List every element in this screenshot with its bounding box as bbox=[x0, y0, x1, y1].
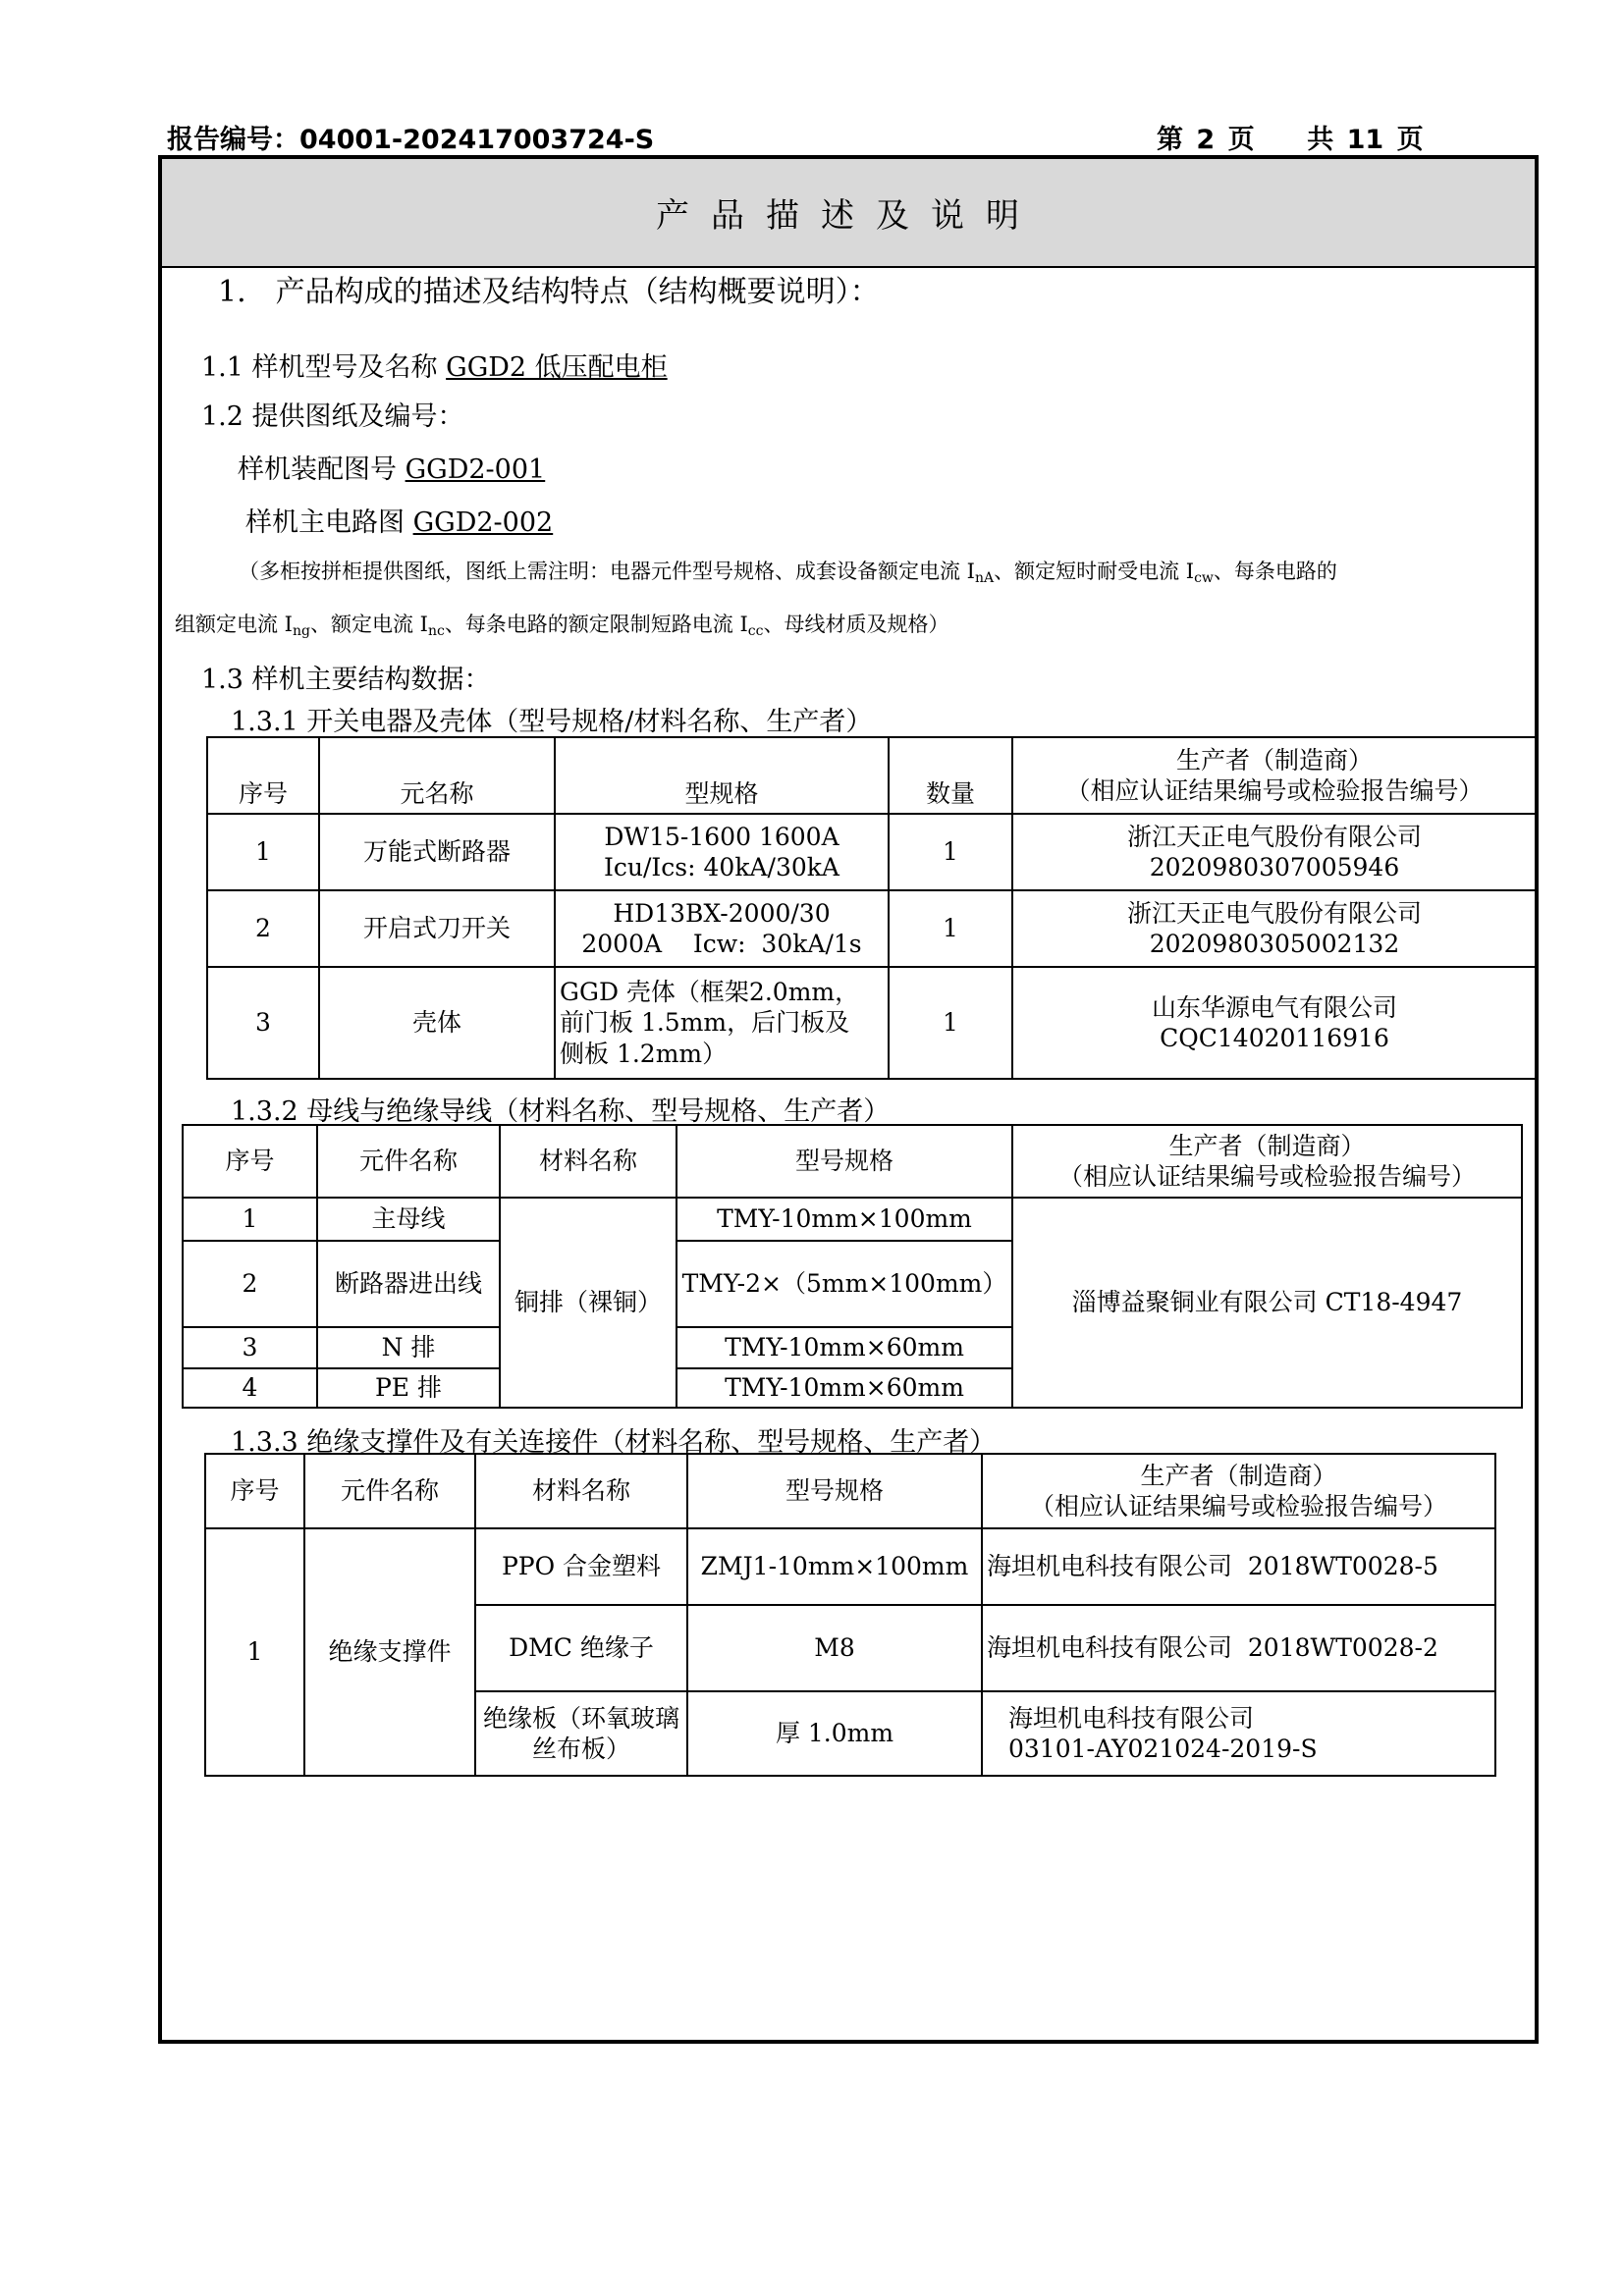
spec-line: GGD 壳体（框架2.0mm， bbox=[560, 978, 860, 1007]
drawings-heading: 1.2 提供图纸及编号： bbox=[201, 401, 464, 432]
header-no: 序号 bbox=[183, 1125, 317, 1198]
busbar-table bbox=[182, 1124, 1523, 1409]
cell-spec: M8 bbox=[687, 1605, 982, 1691]
switchgear-table bbox=[206, 736, 1538, 1080]
insulation-table bbox=[204, 1453, 1496, 1777]
page-total: 共 11 页 bbox=[1307, 125, 1424, 155]
section-title: 产品描述及说明 bbox=[162, 159, 1535, 268]
cell-material bbox=[475, 1691, 687, 1776]
spec-line: DW15-1600 1600A bbox=[604, 822, 839, 851]
cell-qty: 1 bbox=[889, 890, 1012, 967]
cell-name: 主母线 bbox=[317, 1198, 500, 1241]
header-name: 元件名称 bbox=[317, 1125, 500, 1198]
material-line: 丝布板） bbox=[531, 1735, 630, 1763]
spec-line: 侧板 1.2mm） bbox=[560, 1039, 728, 1068]
circuit-drawing-line bbox=[245, 501, 553, 539]
note-subscript: cc bbox=[747, 623, 764, 639]
spec-line: 2000A Icw: 30kA/1s bbox=[581, 930, 862, 958]
note-subscript: nA bbox=[974, 570, 995, 586]
page-number: 第 2 页 bbox=[1157, 125, 1255, 155]
cell-spec: ZMJ1-10mm×100mm bbox=[687, 1528, 982, 1605]
note-text: 、额定短时耐受电流 I bbox=[994, 560, 1195, 583]
cell-name: N 排 bbox=[317, 1327, 500, 1368]
cell-no: 3 bbox=[183, 1327, 317, 1368]
table-row bbox=[183, 1198, 1522, 1241]
table-row bbox=[207, 890, 1537, 967]
cell-no: 1 bbox=[207, 814, 319, 890]
cell-maker: 淄博益聚铜业有限公司 CT18-4947 bbox=[1012, 1198, 1522, 1408]
cell-qty: 1 bbox=[889, 967, 1012, 1079]
cell-name: 开启式刀开关 bbox=[319, 890, 555, 967]
maker-line: 山东华源电气有限公司 bbox=[1151, 992, 1397, 1022]
cell-name: 万能式断路器 bbox=[319, 814, 555, 890]
circuit-drawing-label: 样机主电路图 bbox=[245, 507, 405, 538]
section-1-heading: 1. 产品构成的描述及结构特点（结构概要说明）： bbox=[218, 275, 880, 309]
note-subscript: ng bbox=[292, 623, 310, 639]
spec-line: Icu/Ics: 40kA/30kA bbox=[604, 853, 839, 881]
cell-maker bbox=[1012, 967, 1537, 1079]
maker-line: 浙江天正电气股份有限公司 bbox=[1126, 898, 1422, 928]
table-row bbox=[207, 967, 1537, 1079]
header-name: 元件名称 bbox=[304, 1454, 475, 1528]
header-maker-line2: （相应认证结果编号或检验报告编号） bbox=[1029, 1492, 1447, 1521]
maker-line: 2020980307005946 bbox=[1149, 853, 1400, 881]
header-no: 序号 bbox=[207, 737, 319, 814]
header-maker bbox=[1012, 737, 1537, 814]
switch-gear-heading: 1.3.1 开关电器及壳体（型号规格/材料名称、生产者） bbox=[231, 707, 873, 737]
cell-spec: TMY-10mm×100mm bbox=[677, 1198, 1012, 1241]
table-header-row bbox=[205, 1454, 1495, 1528]
cell-no: 1 bbox=[183, 1198, 317, 1241]
cell-spec: 厚 1.0mm bbox=[687, 1691, 982, 1776]
cell-no: 3 bbox=[207, 967, 319, 1079]
cell-spec bbox=[555, 814, 889, 890]
cell-maker: 海坦机电科技有限公司 2018WT0028-2 bbox=[982, 1605, 1495, 1691]
cell-name: PE 排 bbox=[317, 1368, 500, 1408]
table-row bbox=[205, 1528, 1495, 1605]
assembly-drawing-line bbox=[238, 448, 545, 486]
page-indicator bbox=[1157, 118, 1424, 156]
header-maker-line1: 生产者（制造商） bbox=[1175, 745, 1373, 774]
cell-spec: TMY-10mm×60mm bbox=[677, 1327, 1012, 1368]
note-text: 、每条电路的 bbox=[1213, 560, 1337, 583]
header-qty: 数量 bbox=[889, 737, 1012, 814]
busbar-heading: 1.3.2 母线与绝缘导线（材料名称、型号规格、生产者） bbox=[231, 1096, 891, 1127]
table-row bbox=[207, 814, 1537, 890]
note-text: 组额定电流 I bbox=[175, 613, 293, 636]
material-line: 绝缘板（环氧玻璃 bbox=[482, 1703, 679, 1733]
sample-model-value: GGD2 低压配电柜 bbox=[446, 352, 668, 383]
cell-spec bbox=[555, 890, 889, 967]
cell-qty: 1 bbox=[889, 814, 1012, 890]
cell-no: 2 bbox=[183, 1241, 317, 1327]
header-maker bbox=[1012, 1125, 1522, 1198]
note-text: 、母线材质及规格） bbox=[763, 613, 949, 636]
cell-material: PPO 合金塑料 bbox=[475, 1528, 687, 1605]
cell-material: 铜排（裸铜） bbox=[500, 1198, 677, 1408]
maker-line: 海坦机电科技有限公司 bbox=[1008, 1703, 1255, 1733]
insulation-heading: 1.3.3 绝缘支撑件及有关连接件（材料名称、型号规格、生产者） bbox=[231, 1427, 997, 1458]
note-text: （多柜按拼柜提供图纸，图纸上需注明：电器元件型号规格、成套设备额定电流 I bbox=[239, 560, 975, 583]
cell-spec bbox=[555, 967, 889, 1079]
header-maker-line2: （相应认证结果编号或检验报告编号） bbox=[1065, 776, 1484, 805]
cell-maker bbox=[1012, 890, 1537, 967]
structure-data-heading: 1.3 样机主要结构数据： bbox=[201, 665, 491, 695]
header-maker-line1: 生产者（制造商） bbox=[1168, 1131, 1366, 1160]
header-maker-line1: 生产者（制造商） bbox=[1140, 1461, 1337, 1490]
cell-no: 4 bbox=[183, 1368, 317, 1408]
header-no: 序号 bbox=[205, 1454, 304, 1528]
cell-maker bbox=[982, 1691, 1495, 1776]
sample-model-label: 1.1 样机型号及名称 bbox=[201, 352, 438, 383]
note-subscript: nc bbox=[427, 623, 445, 639]
cell-name: 壳体 bbox=[319, 967, 555, 1079]
header-material: 材料名称 bbox=[500, 1125, 677, 1198]
header-material: 材料名称 bbox=[475, 1454, 687, 1528]
spec-line: 前门板 1.5mm，后门板及 bbox=[560, 1008, 850, 1038]
maker-line: 浙江天正电气股份有限公司 bbox=[1126, 822, 1422, 851]
cell-name: 绝缘支撑件 bbox=[304, 1528, 475, 1776]
header-spec: 型号规格 bbox=[687, 1454, 982, 1528]
header-spec: 型号规格 bbox=[677, 1125, 1012, 1198]
spec-line: HD13BX-2000/30 bbox=[613, 898, 831, 928]
cell-no: 1 bbox=[205, 1528, 304, 1776]
cell-maker: 海坦机电科技有限公司 2018WT0028-5 bbox=[982, 1528, 1495, 1605]
header-maker bbox=[982, 1454, 1495, 1528]
maker-line: 03101-AY021024-2019-S bbox=[1008, 1735, 1318, 1763]
drawing-note-line-1 bbox=[239, 556, 1337, 586]
cell-no: 2 bbox=[207, 890, 319, 967]
table-header-row bbox=[207, 737, 1537, 814]
note-text: 、额定电流 I bbox=[309, 613, 428, 636]
header-spec: 型规格 bbox=[555, 737, 889, 814]
circuit-drawing-value: GGD2-002 bbox=[412, 507, 554, 538]
note-subscript: cw bbox=[1194, 570, 1214, 586]
assembly-drawing-label: 样机装配图号 bbox=[238, 454, 397, 485]
cell-name: 断路器进出线 bbox=[317, 1241, 500, 1327]
note-text: 、每条电路的额定限制短路电流 I bbox=[444, 613, 748, 636]
maker-line: CQC14020116916 bbox=[1160, 1024, 1389, 1052]
report-number: 报告编号：04001-202417003724-S bbox=[167, 125, 655, 155]
cell-spec: TMY-2×（5mm×100mm） bbox=[677, 1241, 1012, 1327]
drawing-note-line-2 bbox=[175, 609, 948, 639]
cell-material: DMC 绝缘子 bbox=[475, 1605, 687, 1691]
assembly-drawing-value: GGD2-001 bbox=[405, 454, 546, 485]
table-header-row bbox=[183, 1125, 1522, 1198]
sample-model-line bbox=[201, 346, 668, 384]
maker-line: 2020980305002132 bbox=[1149, 930, 1400, 958]
cell-maker bbox=[1012, 814, 1537, 890]
cell-spec: TMY-10mm×60mm bbox=[677, 1368, 1012, 1408]
header-maker-line2: （相应认证结果编号或检验报告编号） bbox=[1057, 1162, 1476, 1191]
header-name: 元名称 bbox=[319, 737, 555, 814]
